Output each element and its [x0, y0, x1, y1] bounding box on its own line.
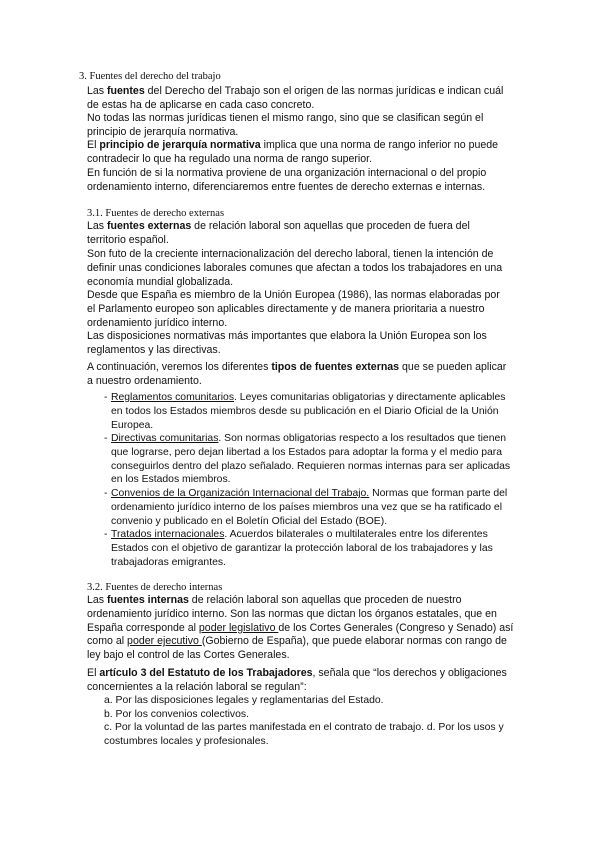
list-dash: - — [104, 488, 108, 499]
list-item-body — [104, 528, 516, 569]
section-3-1-paragraph-4: Las disposiciones normativas más importantes que elabora la Unión Europea son los reglamentos y las directivas. — [87, 330, 487, 356]
list-item-body — [104, 391, 509, 432]
list-term: Convenios de la Organización Internacional del Trabajo. — [111, 488, 370, 499]
list-item-body — [104, 487, 516, 528]
sub-item-c: c. Por la voluntad de las partes manifestada en el contrato de trabajo. d. Por los usos y costumbres locales y profesionales. — [104, 722, 504, 747]
text-run: Las — [87, 220, 108, 232]
sub-item-b: b. Por los convenios colectivos. — [104, 709, 249, 720]
list-text: . Son normas obligatorias respecto a los resultados que tienen que lograrse, pero dejan libertad a los Estados para adoptar la forma y el medio para conseguirlos dentro del plazo señalado. Requieren normas internas para ser aplicadas en los Estados miembros. — [111, 433, 511, 486]
list-dash: - — [104, 392, 108, 403]
section-3-1-heading: 3.1. Fuentes de derecho externas — [87, 208, 225, 219]
text-run: del Derecho del Trabajo son el origen de las normas jurídicas e indican cuál de estas ha de aplicarse en cada caso concreto. — [87, 85, 504, 111]
bold-term: fuentes internas — [107, 594, 189, 606]
section-3-1-paragraph-1 — [87, 220, 509, 248]
text-run: implica que una norma de rango inferior no puede contradecir lo que ha regulado una norma de rango superior. — [87, 139, 499, 165]
text-run: de los Cortes Generales (Congreso y Senado) así como al — [87, 621, 514, 648]
list-item — [104, 391, 509, 432]
list-dash: - — [104, 529, 108, 540]
section-3-1-paragraph-3: Desde que España es miembro de la Unión Europea (1986), las normas elaboradas por el Parlamento europeo son aplicables directamente y de manera prioritaria a nuestro ordenamiento jurídico interno. — [87, 289, 500, 329]
list-text: . Leyes comunitarias obligatorias y directamente aplicables en todos los Estados miembros desde su publicación en el Diario Oficial de la Unión Europea. — [111, 392, 506, 431]
section-3-paragraph-1 — [87, 85, 509, 113]
section-3-paragraph-4: En función de si la normativa proviene de una organización internacional o del propio ordenamiento interno, diferenciaremos entre fuentes de derecho externas e internas. — [87, 167, 487, 193]
text-run: que se pueden aplicar a nuestro ordenamiento. — [87, 361, 507, 387]
list-term: Reglamentos comunitarios — [111, 392, 235, 403]
list-term: Directivas comunitarias — [111, 433, 219, 444]
text-run: Las — [87, 594, 108, 606]
section-3-1-paragraph-2: Son futo de la creciente internacionalización del derecho laboral, tienen la intención de definir unas condiciones laborales comunes que afectan a todos los trabajadores en una economía mundial globalizada. — [87, 248, 503, 288]
underlined-term: poder ejecutivo — [127, 635, 202, 648]
bold-term: fuentes externas — [107, 220, 192, 232]
text-run: El — [87, 139, 100, 151]
section-3-heading: 3. Fuentes del derecho del trabajo — [79, 71, 221, 82]
list-text: . Acuerdos bilaterales o multilaterales entre los diferentes Estados con el objetivo de garantizar la protección laboral de los trabajadores y las trabajadoras emigrantes. — [111, 529, 493, 568]
sub-item-a: a. Por las disposiciones legales y reglamentarias del Estado. — [104, 695, 384, 706]
underlined-term: poder legislativo — [198, 621, 279, 634]
list-text: Normas que forman parte del ordenamiento jurídico interno de los países miembros una vez que se ha ratificado el convenio y publicado en el Boletín Oficial del Estado (BOE). — [111, 488, 508, 527]
list-item-body — [104, 432, 516, 487]
bold-term: artículo 3 del Estatuto de los Trabajadores — [99, 667, 313, 679]
bold-term: fuentes — [107, 85, 145, 97]
section-3-paragraph-2: No todas las normas jurídicas tienen el mismo rango, sino que se clasifican según el principio de jerarquía normativa. — [87, 112, 484, 138]
list-item — [104, 528, 516, 569]
section-3-2-paragraph-1 — [87, 594, 519, 663]
text-run: (Gobierno de España), que puede elaborar normas con rango de ley bajo el control de las Cortes Generales. — [87, 635, 507, 662]
text-run: El — [87, 667, 100, 679]
section-3-1-paragraph-5 — [87, 361, 509, 389]
list-term: Tratados internacionales — [111, 529, 225, 540]
bold-term: tipos de fuentes externas — [271, 361, 400, 373]
text-run: , señala que “los derechos y obligaciones concernientes a la relación laboral se regulan”: — [87, 667, 507, 693]
text-run: de relación laboral son aquellas que proceden de fuera del territorio español. — [87, 220, 470, 246]
bold-term: principio de jerarquía normativa — [99, 139, 261, 151]
list-item — [104, 432, 516, 487]
section-3-2-paragraph-2 — [87, 667, 509, 695]
text-run: de relación laboral son aquellas que proceden de nuestro ordenamiento jurídico interno. Son las normas que dictan los órganos estatales, que en España corresponde al — [87, 594, 497, 634]
list-dash: - — [104, 433, 108, 444]
section-3-2-heading: 3.2. Fuentes de derecho internas — [87, 582, 223, 593]
text-run: A continuación, veremos los diferentes — [87, 361, 272, 373]
text-run: Las — [87, 85, 108, 97]
section-3-paragraph-3 — [87, 139, 509, 167]
list-item — [104, 487, 516, 528]
